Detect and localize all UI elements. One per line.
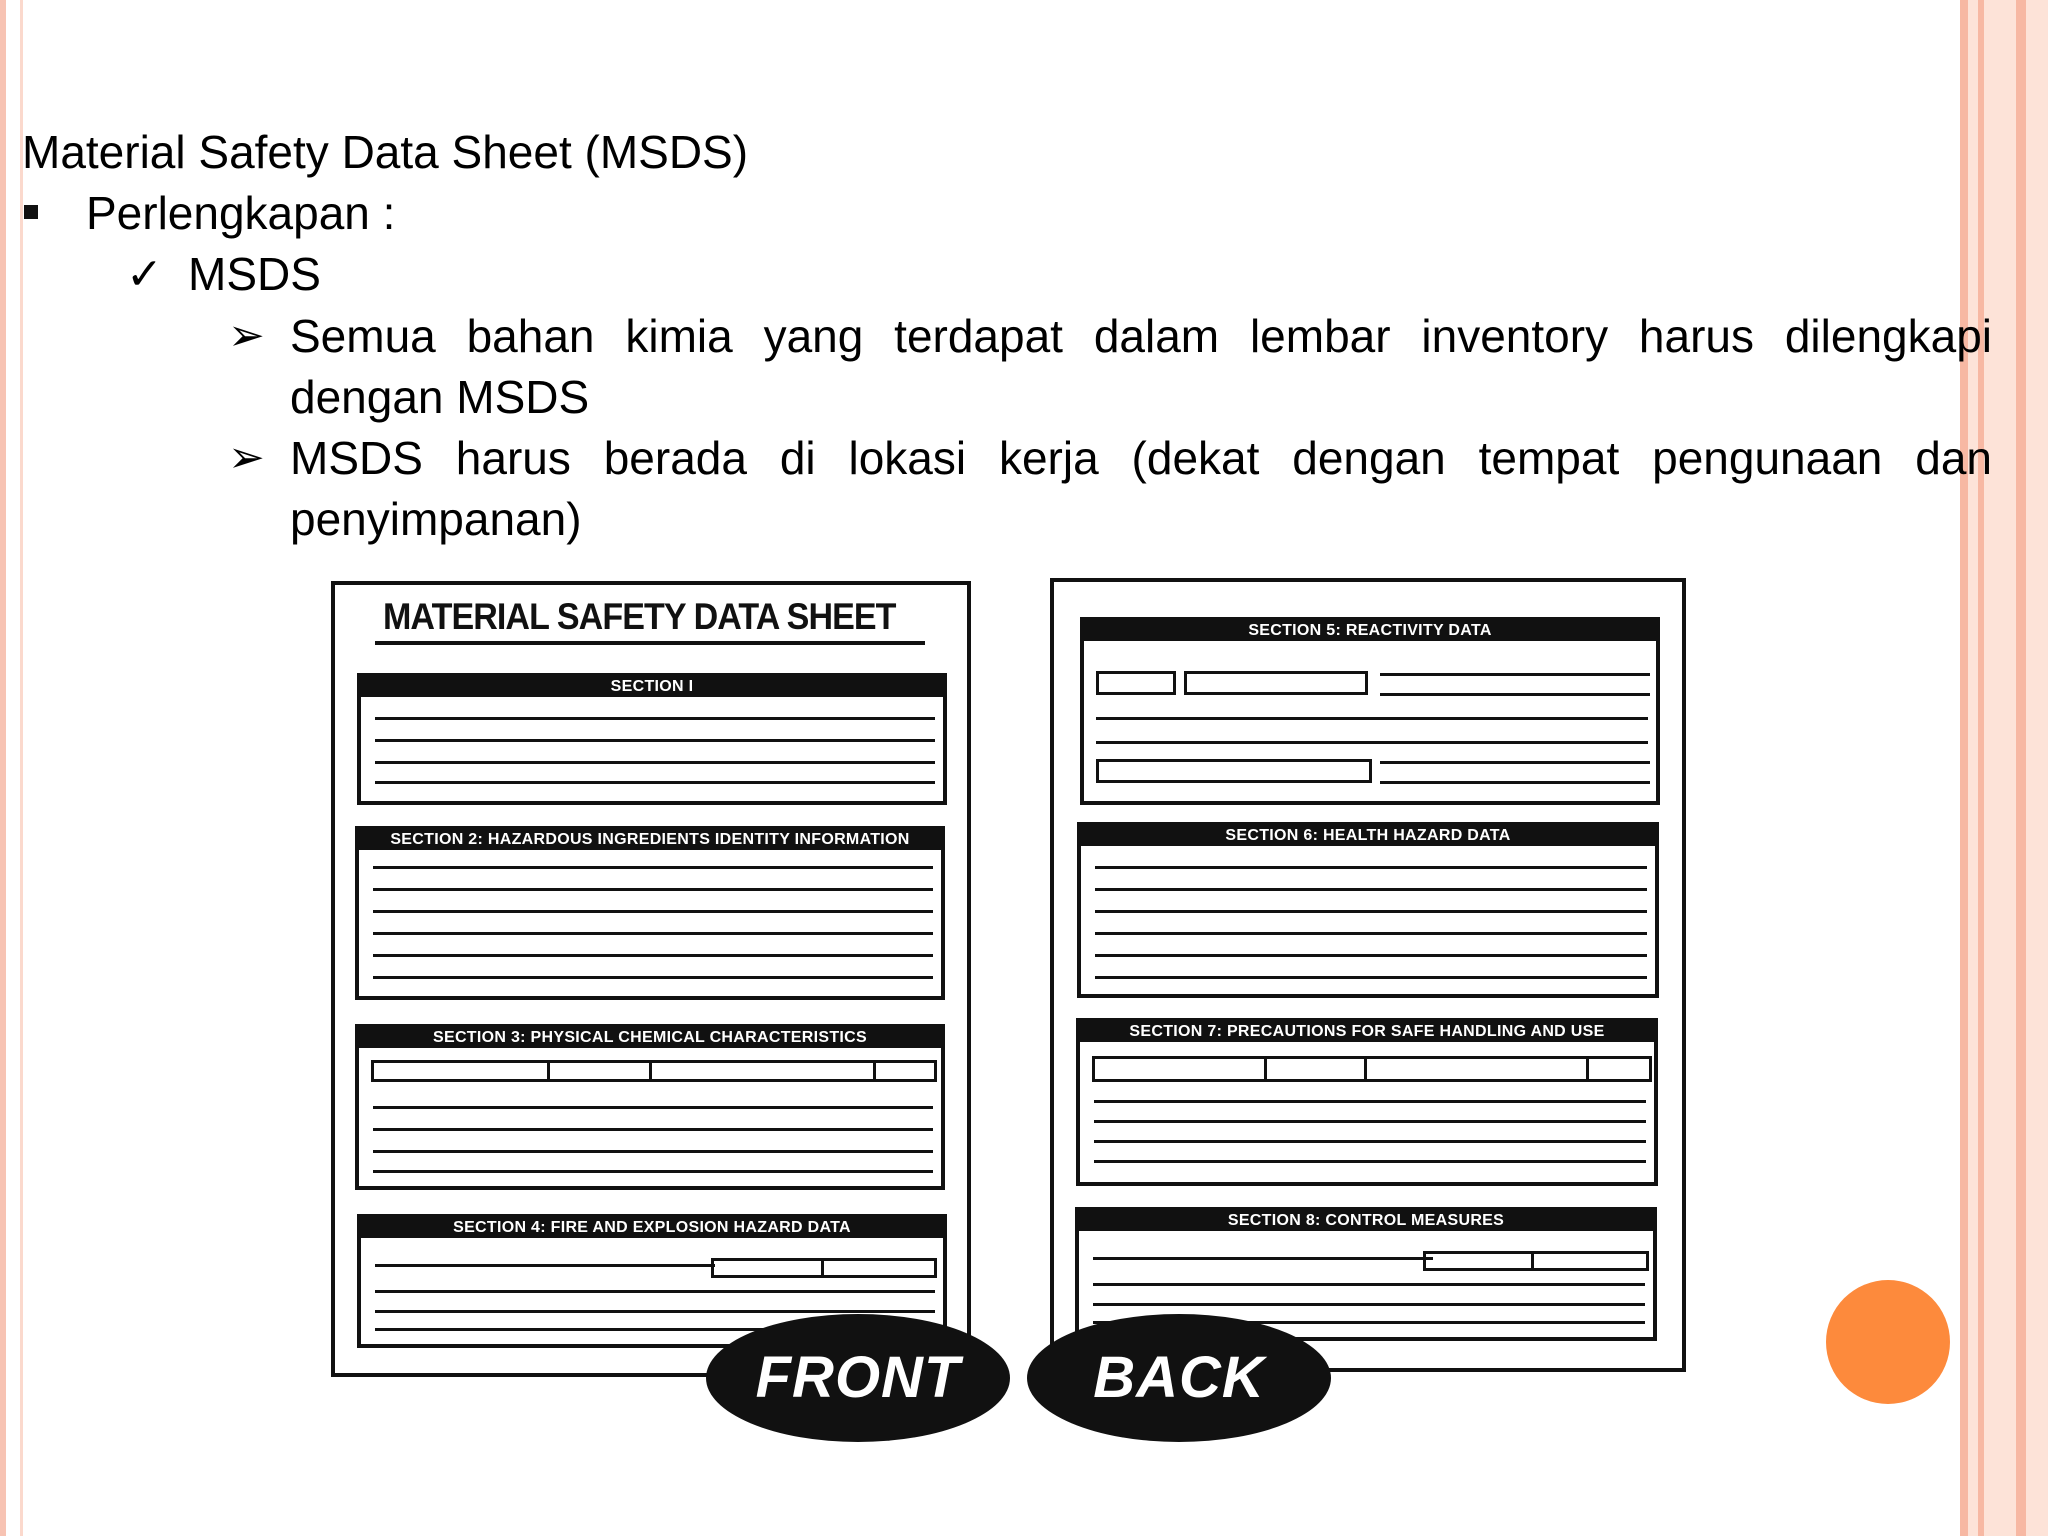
section-header: SECTION 5: REACTIVITY DATA xyxy=(1084,621,1656,641)
arrowhead-bullet-icon: ➢ xyxy=(228,433,265,482)
section-header: SECTION 2: HAZARDOUS INGREDIENTS IDENTITY INFORMATION xyxy=(359,830,941,850)
front-section-2 xyxy=(355,826,945,1000)
field-divider xyxy=(821,1258,824,1278)
arrowhead-bullet-icon: ➢ xyxy=(228,311,265,360)
form-line xyxy=(1095,866,1647,869)
form-line xyxy=(373,932,933,935)
field-divider xyxy=(1364,1056,1367,1082)
section-header: SECTION 8: CONTROL MEASURES xyxy=(1079,1211,1653,1231)
form-line xyxy=(375,1264,715,1267)
square-bullet-icon xyxy=(24,205,38,219)
form-line xyxy=(373,954,933,957)
field-divider xyxy=(1586,1056,1589,1082)
sub-bullet-1-line-2: dengan MSDS xyxy=(290,371,590,423)
right-border-stripe xyxy=(1960,0,1968,1536)
field-divider xyxy=(547,1060,550,1082)
form-line xyxy=(1094,1120,1646,1123)
form-line xyxy=(1095,888,1647,891)
form-line xyxy=(1096,741,1648,744)
sub-bullet-2-line-2: penyimpanan) xyxy=(290,493,582,545)
bullet-perlengkapan: Perlengkapan : xyxy=(86,187,396,239)
form-line xyxy=(1094,1100,1646,1103)
left-border-stripe xyxy=(0,0,6,1536)
checkmark-icon: ✓ xyxy=(126,250,163,299)
back-section-7 xyxy=(1076,1018,1658,1186)
form-line xyxy=(1095,932,1647,935)
back-section-5 xyxy=(1080,617,1660,805)
form-line xyxy=(1093,1257,1433,1260)
sub-bullet-2-line-1: MSDS harus berada di lokasi kerja (dekat dengan tempat pengunaan dan xyxy=(290,432,1992,484)
form-line xyxy=(375,781,935,784)
field-divider xyxy=(649,1060,652,1082)
front-section-3 xyxy=(355,1024,945,1190)
field-divider xyxy=(873,1060,876,1082)
form-field-row xyxy=(711,1258,937,1278)
form-line xyxy=(375,717,935,720)
section-header: SECTION 3: PHYSICAL CHEMICAL CHARACTERISTICS xyxy=(359,1028,941,1048)
form-line xyxy=(1094,1160,1646,1163)
form-line xyxy=(1093,1303,1645,1306)
form-line xyxy=(375,761,935,764)
msds-front-title: MATERIAL SAFETY DATA SHEET xyxy=(383,596,896,637)
form-field xyxy=(1096,671,1176,695)
back-label-oval: BACK xyxy=(1027,1314,1331,1442)
sub-bullet-1-line-1: Semua bahan kimia yang terdapat dalam lembar inventory harus dilengkapi xyxy=(290,310,1992,362)
section-header: SECTION I xyxy=(361,677,943,697)
form-line xyxy=(1380,673,1650,676)
form-field-row xyxy=(1423,1251,1649,1271)
field-divider xyxy=(1531,1251,1534,1271)
form-line xyxy=(1380,761,1650,764)
form-line xyxy=(373,1106,933,1109)
form-line xyxy=(373,888,933,891)
form-line xyxy=(1093,1283,1645,1286)
form-line xyxy=(1094,1140,1646,1143)
form-field-row xyxy=(371,1060,937,1082)
form-line xyxy=(375,1290,935,1293)
form-line xyxy=(1380,781,1650,784)
form-line xyxy=(373,866,933,869)
form-line xyxy=(373,910,933,913)
form-line xyxy=(1096,717,1648,720)
right-border-stripe xyxy=(2016,0,2026,1536)
left-border-line xyxy=(20,0,23,1536)
section-header: SECTION 4: FIRE AND EXPLOSION HAZARD DATA xyxy=(361,1218,943,1238)
title-underline xyxy=(375,641,925,645)
form-line xyxy=(375,1310,935,1313)
form-line xyxy=(373,1128,933,1131)
front-label-oval: FRONT xyxy=(706,1314,1010,1442)
right-border-stripe xyxy=(1978,0,1984,1536)
form-line xyxy=(375,739,935,742)
bullet-msds: MSDS xyxy=(188,248,321,300)
form-field-row xyxy=(1092,1056,1652,1082)
slide-heading: Material Safety Data Sheet (MSDS) xyxy=(22,126,749,178)
form-line xyxy=(1095,910,1647,913)
form-line xyxy=(1095,954,1647,957)
form-line xyxy=(1095,976,1647,979)
form-field xyxy=(1184,671,1368,695)
right-border-band xyxy=(1960,0,2048,1536)
form-line xyxy=(373,976,933,979)
front-section-1 xyxy=(357,673,947,805)
field-divider xyxy=(1264,1056,1267,1082)
section-header: SECTION 6: HEALTH HAZARD DATA xyxy=(1081,826,1655,846)
form-line xyxy=(1380,693,1650,696)
form-line xyxy=(373,1170,933,1173)
back-section-6 xyxy=(1077,822,1659,998)
form-line xyxy=(373,1150,933,1153)
form-field xyxy=(1096,759,1372,783)
section-header: SECTION 7: PRECAUTIONS FOR SAFE HANDLING AND USE xyxy=(1080,1022,1654,1042)
orange-circle-decoration xyxy=(1826,1280,1950,1404)
